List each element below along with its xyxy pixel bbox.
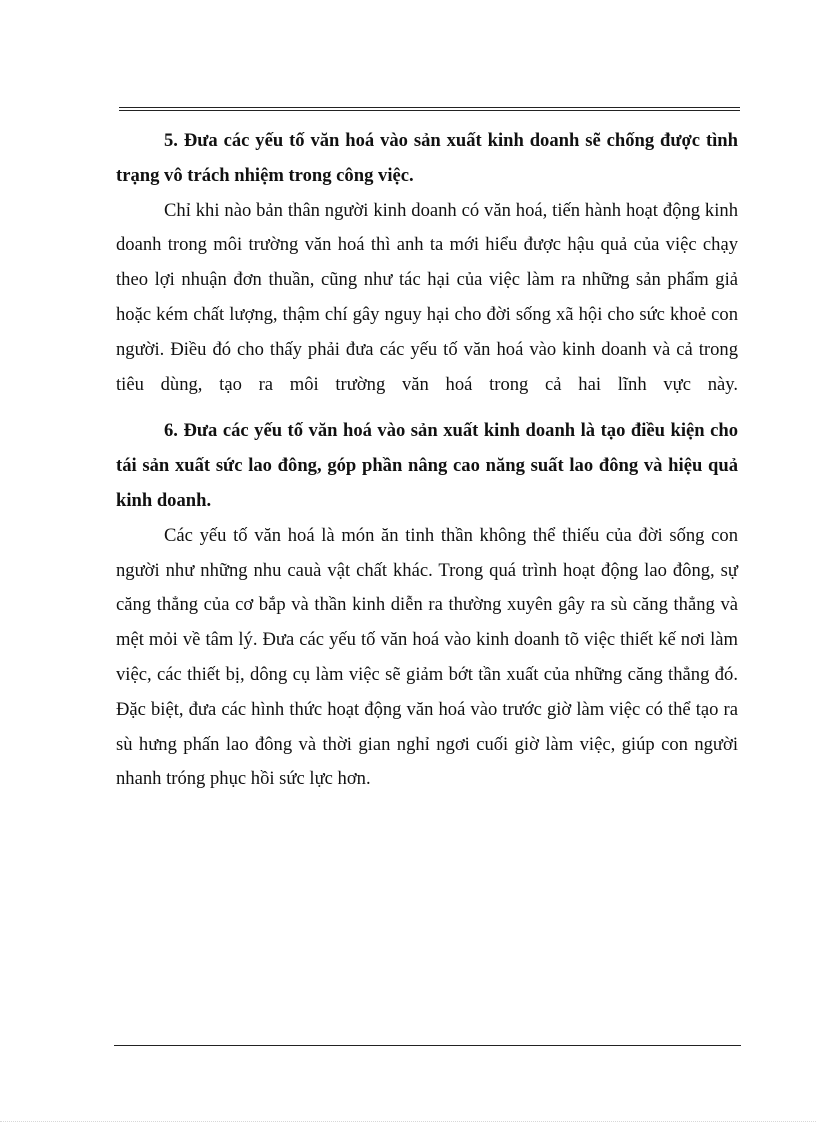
document-body [116,124,738,797]
footer-rule [114,1045,741,1046]
section-6-heading: 6. Đưa các yếu tố văn hoá vào sản xuất kinh doanh là tạo điều kiện cho tái sản xuất sức lao đông, góp phần nâng cao năng suất lao đông và hiệu quả kinh doanh. [116,420,738,511]
section-6-paragraph: Các yếu tố văn hoá là món ăn tinh thần không thể thiếu của đời sống con người như những nhu cauà vật chất khác. Trong quá trình hoạt động lao đông, sự căng thẳng của cơ bắp và thần kinh diễn ra thường xuyên gây ra sù căng thẳng và mệt mỏi về tâm lý. Đưa các yếu tố văn hoá vào kinh doanh tõ việc thiết kế nơi làm việc, các thiết bị, dông cụ làm việc sẽ giảm bớt tần xuất của những căng thẳng đó. Đặc biệt, đưa các hình thức hoạt động văn hoá vào trước giờ làm việc có thể tạo ra sù hưng phấn lao đông và thời gian nghỉ ngơi cuối giờ làm việc, giúp con người nhanh tróng phục hồi sức lực hơn. [116,524,738,790]
header-double-rule [119,107,740,111]
section-gap [116,402,738,414]
page-boundary [0,1121,816,1122]
section-5-heading: 5. Đưa các yếu tố văn hoá vào sản xuất kinh doanh sẽ chống được tình trạng vô trách nhiệm trong công việc. [116,130,738,186]
section-5-paragraph: Chỉ khi nào bản thân người kinh doanh có văn hoá, tiến hành hoạt động kinh doanh trong môi trường văn hoá thì anh ta mới hiểu được hậu quả của việc chạy theo lợi nhuận đơn thuần, cũng như tác hại của việc làm ra những sản phẩm giả hoặc kém chất lượng, thậm chí gây nguy hại cho đời sống xã hội cho sức khoẻ con người. Điều đó cho thấy phải đưa các yếu tố văn hoá vào kinh doanh và cả trong tiêu dùng, tạo ra môi trường văn hoá trong cả hai lĩnh vực này. [116,199,738,395]
